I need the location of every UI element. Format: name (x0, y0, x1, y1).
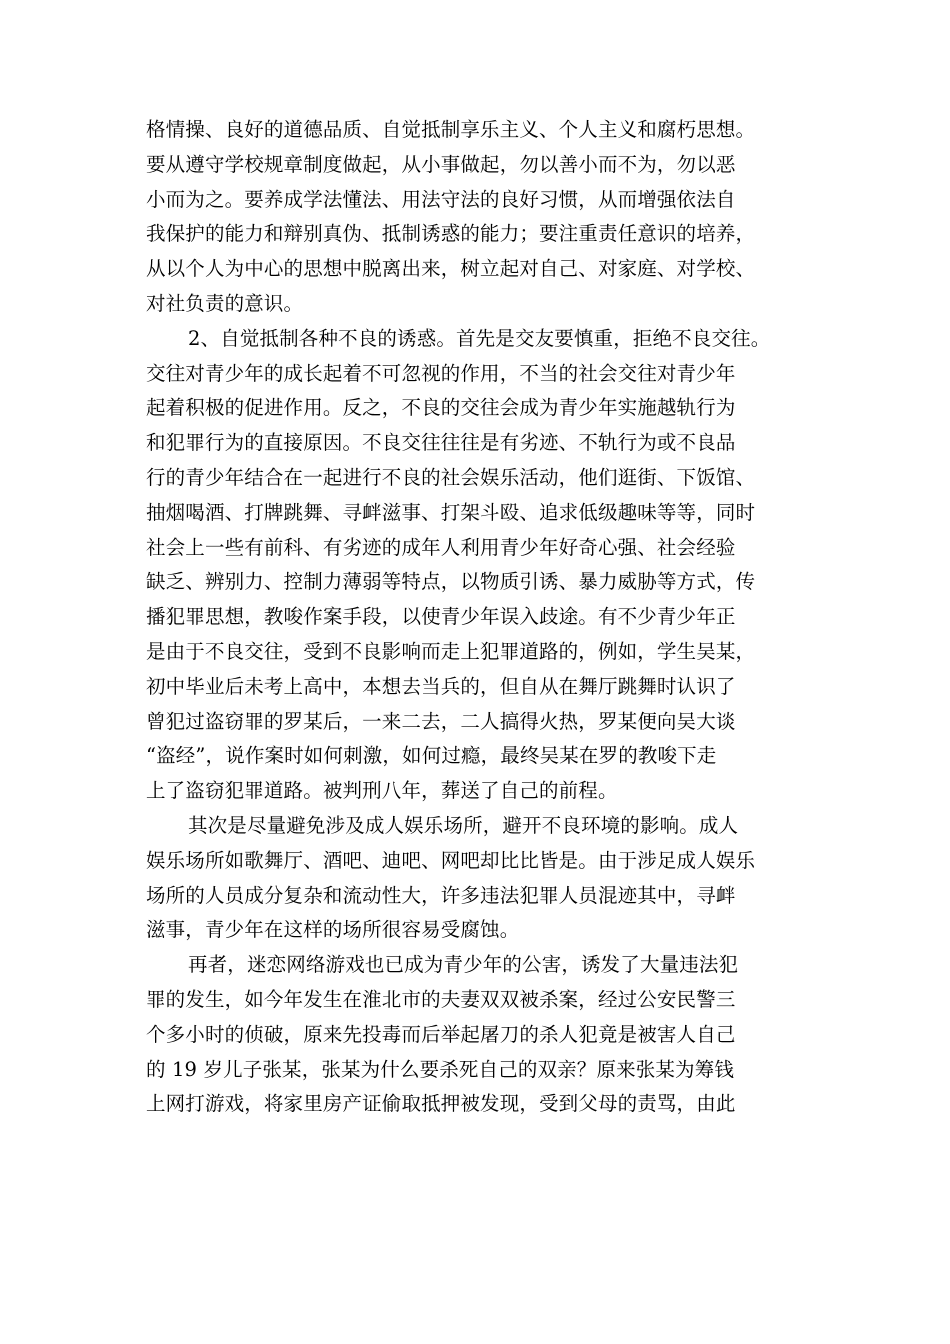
text-line: 对社负责的意识。 (146, 291, 304, 315)
text-line: 个多小时的侦破，原来先投毒而后举起屠刀的杀人犯竟是被害人自己 (146, 1022, 736, 1046)
text-line: 是由于不良交往，受到不良影响而走上犯罪道路的，例如，学生吴某， (146, 639, 756, 663)
text-line: 初中毕业后未考上高中，本想去当兵的，但自从在舞厅跳舞时认识了 (146, 674, 736, 698)
text-line: 上网打游戏，将家里房产证偷取抵押被发现，受到父母的责骂，由此 (146, 1092, 736, 1116)
text-line: 的 19 岁儿子张某，张某为什么要杀死自己的双亲？原来张某为筹钱 (146, 1057, 735, 1081)
text-line: 交往对青少年的成长起着不可忽视的作用，不当的社会交往对青少年 (146, 361, 736, 385)
text-line: 缺乏、辨别力、控制力薄弱等特点，以物质引诱、暴力威胁等方式，传 (146, 570, 756, 594)
text-line: 社会上一些有前科、有劣迹的成年人利用青少年好奇心强、社会经验 (146, 535, 736, 559)
text-line: 上了盗窃犯罪道路。被判刑八年，葬送了自己的前程。 (146, 779, 618, 803)
text-line: 要从遵守学校规章制度做起，从小事做起，勿以善小而不为，勿以恶 (146, 152, 736, 176)
text-line: 罪的发生，如今年发生在淮北市的夫妻双双被杀案，经过公安民警三 (146, 987, 736, 1011)
text-line: 抽烟喝酒、打牌跳舞、寻衅滋事、打架斗殴、追求低级趣味等等，同时 (146, 500, 756, 524)
text-line: 再者，迷恋网络游戏也已成为青少年的公害，诱发了大量违法犯 (188, 953, 739, 977)
text-line: 行的青少年结合在一起进行不良的社会娱乐活动，他们逛街、下饭馆、 (146, 465, 756, 489)
text-line: 从以个人为中心的思想中脱离出来，树立起对自己、对家庭、对学校、 (146, 257, 756, 281)
text-line: 和犯罪行为的直接原因。不良交往往往是有劣迹、不轨行为或不良品 (146, 431, 736, 455)
text-line: 曾犯过盗窃罪的罗某后，一来二去，二人搞得火热，罗某便向吴大谈 (146, 709, 736, 733)
text-line: 起着积极的促进作用。反之，不良的交往会成为青少年实施越轨行为 (146, 396, 736, 420)
text-line: 滋事，青少年在这样的场所很容易受腐蚀。 (146, 918, 520, 942)
text-line: 我保护的能力和辩别真伪、抵制诱惑的能力；要注重责任意识的培养， (146, 222, 756, 246)
text-line: 场所的人员成分复杂和流动性大，许多违法犯罪人员混迹其中，寻衅 (146, 883, 736, 907)
text-line: 2、自觉抵制各种不良的诱惑。首先是交友要慎重，拒绝不良交往。 (188, 326, 771, 350)
text-line: “盗经”，说作案时如何刺激，如何过瘾，最终吴某在罗的教唆下走 (146, 744, 717, 768)
text-line: 播犯罪思想，教唆作案手段，以使青少年误入歧途。有不少青少年正 (146, 605, 736, 629)
text-line: 其次是尽量避免涉及成人娱乐场所，避开不良环境的影响。成人 (188, 813, 739, 837)
document-body (146, 113, 822, 1122)
text-line: 小而为之。要养成学法懂法、用法守法的良好习惯，从而增强依法自 (146, 187, 736, 211)
text-line: 娱乐场所如歌舞厅、酒吧、迪吧、网吧却比比皆是。由于涉足成人娱乐 (146, 848, 756, 872)
text-line: 格情操、良好的道德品质、自觉抵制享乐主义、个人主义和腐朽思想。 (146, 118, 756, 141)
